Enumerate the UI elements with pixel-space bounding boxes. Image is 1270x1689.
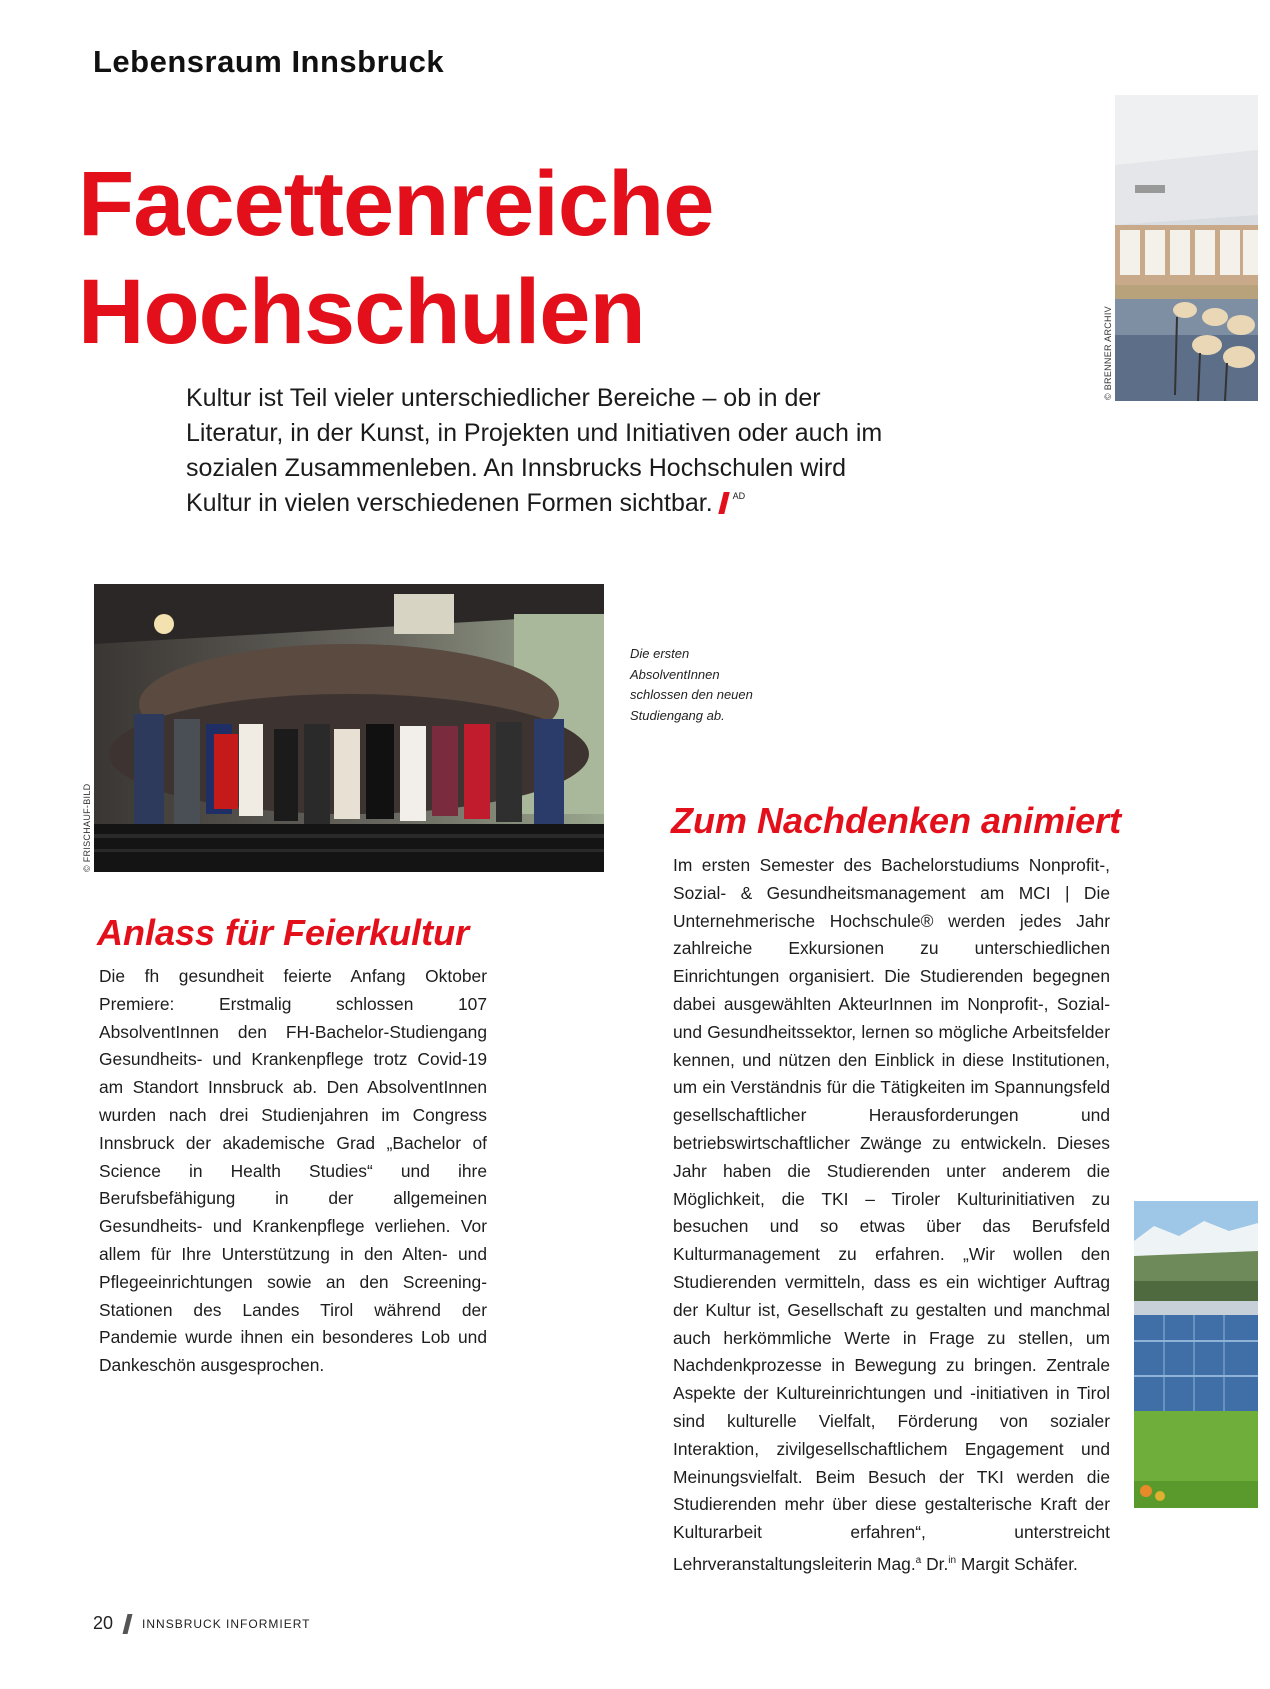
lead-text: Kultur ist Teil vieler unterschiedlicher Bereiche – ob in der Literatur, in der Kunst, in Projekten und Initiativen oder auch im sozialen Zusammenleben. An Innsbrucks Hochschulen wird Kultur in vielen verschiedenen Formen sichtbar. bbox=[186, 384, 883, 517]
footer-slash-icon bbox=[123, 1614, 133, 1634]
group-photo-caption: Die ersten AbsolventInnen schlossen den neuen Studiengang ab. bbox=[630, 646, 753, 723]
publication-name: INNSBRUCK INFORMIERT bbox=[142, 1616, 311, 1631]
signature-sup-in: in bbox=[948, 1554, 957, 1566]
signature-title-mag: Mag. bbox=[877, 1553, 916, 1574]
campus-building-photo bbox=[1134, 1201, 1258, 1508]
signature-title-dr: Dr. bbox=[921, 1553, 949, 1574]
page-title bbox=[78, 150, 713, 366]
author-signature bbox=[877, 1554, 1078, 1574]
graduates-group-photo bbox=[94, 584, 604, 872]
classroom-photo-image bbox=[1115, 95, 1258, 401]
group-photo-credit: © FRISCHAUF-BILD bbox=[82, 783, 92, 872]
article-left-heading: Anlass für Feierkultur bbox=[97, 912, 470, 953]
lead-paragraph bbox=[186, 381, 886, 521]
article-right-body bbox=[673, 852, 1110, 1579]
page-footer bbox=[93, 1613, 310, 1634]
signature-sup-a: a bbox=[915, 1554, 922, 1566]
graduates-group-photo-image bbox=[94, 584, 604, 872]
section-kicker: Lebensraum Innsbruck bbox=[93, 44, 445, 79]
article-right-heading: Zum Nachdenken animiert bbox=[671, 800, 1122, 841]
lead-author: AD bbox=[732, 491, 746, 501]
classroom-photo-credit: © BRENNER ARCHIV bbox=[1103, 306, 1113, 400]
article-right-text: Im ersten Semester des Bachelorstudiums Nonprofit-, Sozial- & Gesundheitsmanagement am MCI | Die Unternehmerische Hochschule® werden jedes Jahr zahlreiche Exkursionen zu unterschiedlichen Einrichtungen organisiert. Die Studierenden begegnen dabei ausgewählten AkteurInnen im Nonprofit-, Sozial- und Gesundheitssektor, lernen so mögliche Arbeitsfelder kennen, und nützen den Einblick in diese Institutionen, um ein Verständnis für die Tätigkeiten im Spannungsfeld gesellschaftlicher Herausforderungen und betriebswirtschaftlicher Zwänge zu entwickeln. Dieses Jahr haben die Studierenden unter anderem die Möglichkeit, die TKI – Tiroler Kulturinitiativen zu besuchen und so etwas über das Berufsfeld Kulturmanagement zu erfahren. „Wir wollen den Studierenden vermitteln, dass es ein wichtiger Auftrag der Kultur ist, Gesellschaft zu gestalten und manchmal auch herkömmliche Werte in Frage zu stellen, um Nachdenkprozesse in Bewegung zu bringen. Zentrale Aspekte der Kultureinrichtungen und -initiativen in Tirol sind kulturelle Vielfalt, Förderung von sozialer Interaktion, zivilgesellschaftlichem Engagement und Meinungsvielfalt. Beim Besuch der TKI werden die Studierenden mehr über diese gestalterische Kraft der Kulturarbeit erfahren“, unterstreicht Lehrveranstaltungsleiterin bbox=[673, 855, 1110, 1574]
page-title-line-2: Hochschulen bbox=[78, 261, 645, 363]
page-number: 20 bbox=[93, 1613, 114, 1633]
campus-building-photo-image bbox=[1134, 1201, 1258, 1508]
accent-slash-icon bbox=[718, 492, 729, 514]
classroom-photo bbox=[1115, 95, 1258, 401]
page-title-line-1: Facettenreiche bbox=[78, 153, 714, 255]
signature-name: Margit Schäfer. bbox=[956, 1553, 1078, 1574]
article-left-body: Die fh gesundheit feierte Anfang Oktober Premiere: Erstmalig schlossen 107 AbsolventInnen den FH-Bachelor-Studiengang Gesundheits- und Krankenpflege trotz Covid-19 am Standort Innsbruck ab. Den AbsolventInnen wurden nach drei Studienjahren im Congress Innsbruck der akademische Grad „Bachelor of Science in Health Studies“ und ihre Berufsbefähigung in der allgemeinen Gesundheits- und Krankenpflege verliehen. Vor allem für Ihre Unterstützung in den Alten- und Pflegeeinrichtungen sowie an den Screening-Stationen des Landes Tirol während der Pandemie wurde ihnen ein besonderes Lob und Dankeschön ausgesprochen. bbox=[99, 966, 487, 1376]
